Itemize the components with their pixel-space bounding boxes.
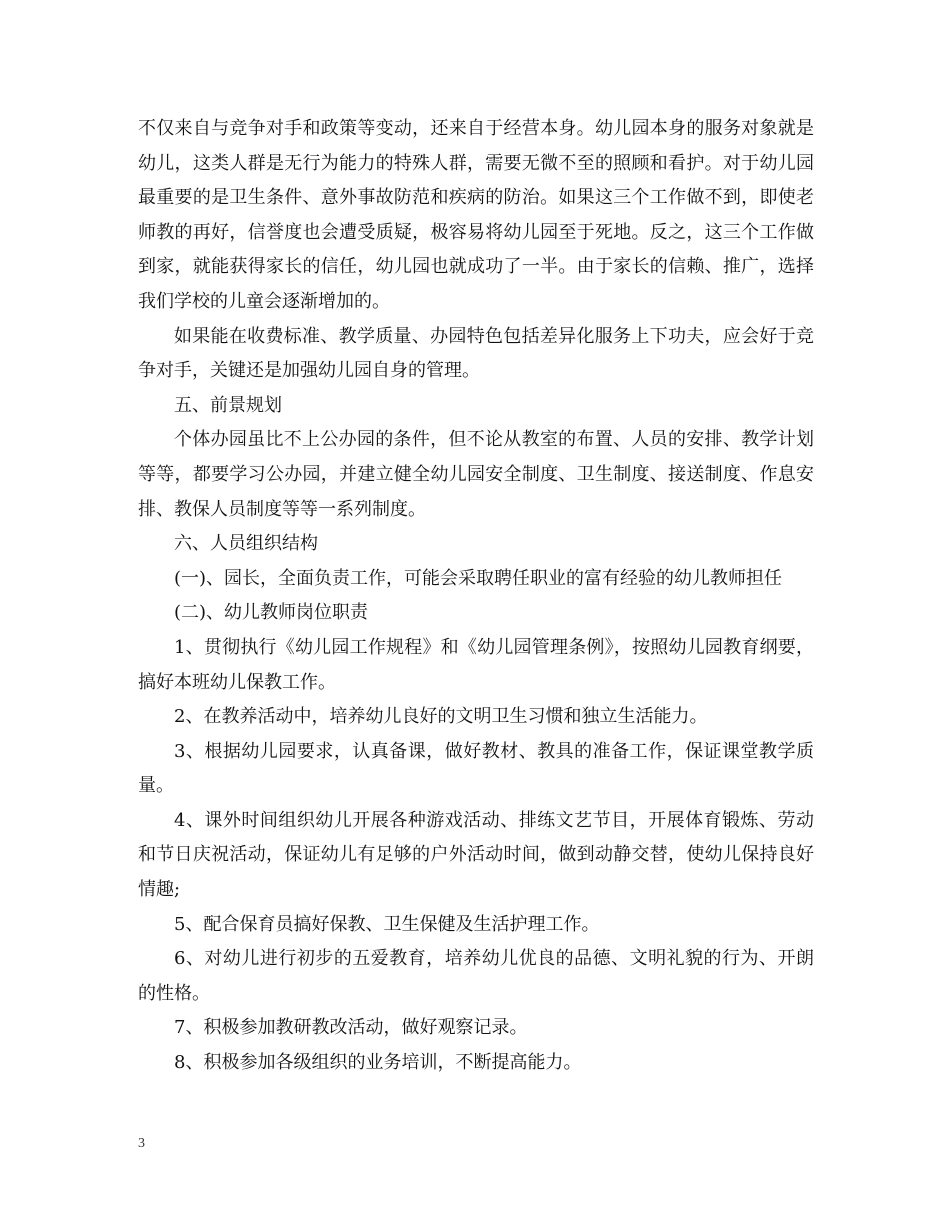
- subsection-principal: (一)、园长，全面负责工作，可能会采取聘任职业的富有经验的幼儿教师担任: [174, 567, 783, 589]
- list-item-5: 5、配合保育员搞好保教、卫生保健及生活护理工作。: [174, 913, 600, 935]
- paragraph-1: 不仅来自与竞争对手和政策等变动，还来自于经营本身。幼儿园本身的服务对象就是幼儿，这类人群是无行为能力的特殊人群，需要无微不至的照顾和看护。对于幼儿园最重要的是卫生条件、意外事故防范和疾病的防治。如果这三个工作做不到，即使老师教的再好，信誉度也会遭受质疑，极容易将幼儿园至于死地。反之，这三个工作做到家，就能获得家长的信任，幼儿园也就成功了一半。由于家长的信赖、推广，选择我们学校的儿童会逐渐增加的。: [138, 118, 814, 312]
- list-item-6: 6、对幼儿进行初步的五爱教育，培养幼儿优良的品德、文明礼貌的行为、开朗的性格。: [138, 948, 814, 1004]
- paragraph-2: 如果能在收费标准、教学质量、办园特色包括差异化服务上下功夫，应会好于竞争对手，关键还是加强幼儿园自身的管理。: [138, 325, 814, 382]
- subsection-teacher-duties: (二)、幼儿教师岗位职责: [174, 602, 369, 624]
- list-item-8: 8、积极参加各级组织的业务培训，不断提高能力。: [174, 1052, 582, 1074]
- page-number: 3: [138, 1136, 145, 1151]
- document-body: [138, 112, 814, 1081]
- list-item-1: 1、贯彻执行《幼儿园工作规程》和《幼儿园管理条例》，按照幼儿园教育纲要，搞好本班幼儿保教工作。: [138, 636, 814, 693]
- list-item-4: 4、课外时间组织幼儿开展各种游戏活动、排练文艺节目，开展体育锻炼、劳动和节日庆祝活动，保证幼儿有足够的户外活动时间，做到动静交替，使幼儿保持良好情趣;: [138, 809, 814, 901]
- list-item-3: 3、根据幼儿园要求，认真备课，做好教材、教具的准备工作，保证课堂教学质量。: [138, 740, 814, 797]
- section-heading-prospects: 五、前景规划: [174, 394, 282, 416]
- list-item-2: 2、在教养活动中，培养幼儿良好的文明卫生习惯和独立生活能力。: [174, 706, 708, 728]
- section-heading-staff-structure: 六、人员组织结构: [174, 533, 318, 555]
- list-item-7: 7、积极参加教研教改活动，做好观察记录。: [174, 1017, 528, 1039]
- paragraph-3: 个体办园虽比不上公办园的条件，但不论从教室的布置、人员的安排、教学计划等等，都要学习公办园，并建立健全幼儿园安全制度、卫生制度、接送制度、作息安排、教保人员制度等等一系列制度。: [138, 429, 814, 520]
